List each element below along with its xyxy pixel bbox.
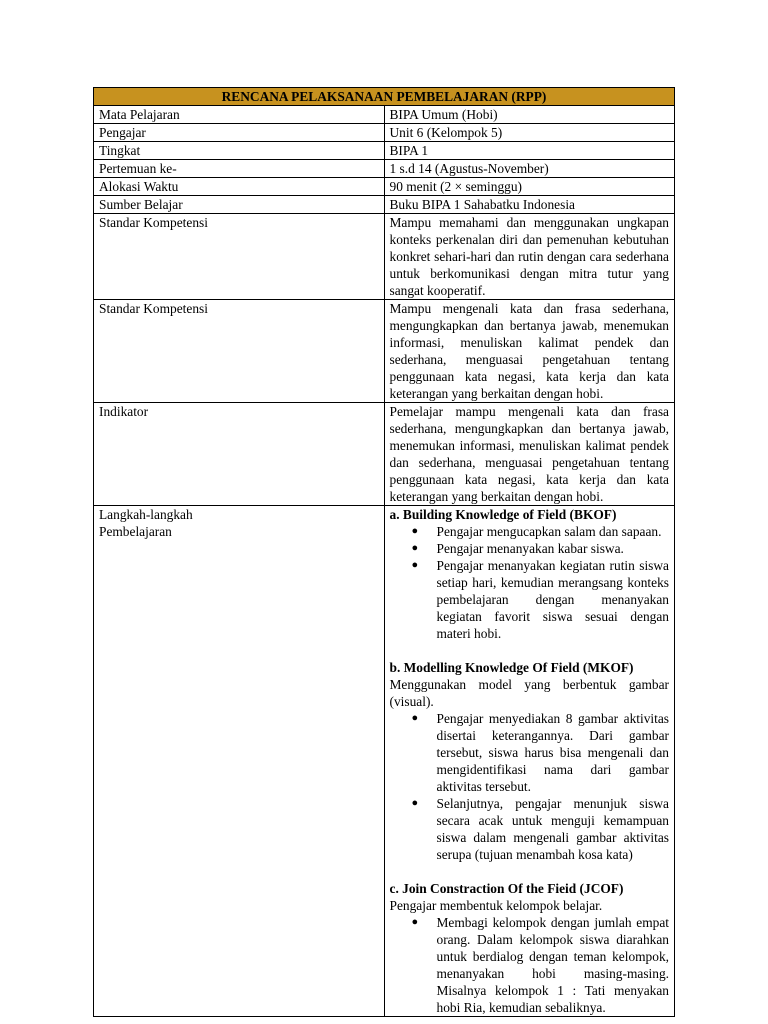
title-row: [94, 88, 675, 106]
bullet-icon: ●: [411, 797, 419, 809]
row-label: Alokasi Waktu: [94, 178, 385, 196]
table-row: [94, 124, 675, 142]
row-label: Tingkat: [94, 142, 385, 160]
list-item: [390, 540, 670, 557]
bullet-list: [390, 710, 670, 863]
table-row: [94, 160, 675, 178]
section-intro: Pengajar membentuk kelompok belajar.: [389, 898, 603, 913]
table-row: [94, 106, 675, 124]
row-label: Standar Kompetensi: [94, 214, 385, 300]
table-row: [94, 403, 675, 506]
steps-row: [94, 506, 675, 1017]
row-value: BIPA Umum (Hobi): [384, 106, 675, 124]
table-row: [94, 142, 675, 160]
list-item: [390, 914, 670, 1016]
spacer: [390, 863, 670, 880]
section-heading: b. Modelling Knowledge Of Field (MKOF): [389, 660, 634, 675]
section-heading: c. Join Constraction Of the Fieid (JCOF): [389, 881, 624, 896]
steps-content: [384, 506, 675, 1017]
row-value: 90 menit (2 × seminggu): [384, 178, 675, 196]
section-heading: a. Building Knowledge of Field (BKOF): [389, 507, 617, 522]
list-item-text: Pengajar menyediakan 8 gambar aktivitas disertai keterangannya. Dari gambar tersebut, siswa harus bisa mengenali dan mengidentifikasi nama dari gambar aktivitas tersebut.: [436, 711, 669, 794]
row-label: Standar Kompetensi: [94, 300, 385, 403]
list-item-text: Pengajar menanyakan kabar siswa.: [436, 541, 624, 556]
list-item-text: Pengajar mengucapkan salam dan sapaan.: [436, 524, 662, 539]
row-label: Pengajar: [94, 124, 385, 142]
bullet-icon: ●: [411, 559, 419, 571]
row-label: Indikator: [94, 403, 385, 506]
list-item: [390, 710, 670, 795]
table-row: [94, 196, 675, 214]
list-item-text: Pengajar menanyakan kegiatan rutin siswa setiap hari, kemudian merangsang konteks pembelajaran dengan menanyakan kegiatan favorit siswa sesuai dengan materi hobi.: [436, 558, 669, 641]
steps-label: [94, 506, 385, 1017]
bullet-icon: ●: [411, 916, 419, 928]
list-item: [390, 523, 670, 540]
row-value: Pemelajar mampu mengenali kata dan frasa sederhana, mengungkapkan dan bertanya jawab, menemukan informasi, menuliskan kalimat pendek dan sederhana, menguasai pengetahuan tentang penggunaan kata negasi, kata kerja dan kata keterangan yang berkaitan dengan hobi.: [384, 403, 675, 506]
list-item-text: Selanjutnya, pengajar menunjuk siswa secara acak untuk menguji kemampuan siswa dalam mengenali gambar aktivitas serupa (tujuan menambah kosa kata): [436, 796, 669, 862]
section-intro: Menggunakan model yang berbentuk gambar (visual).: [389, 677, 669, 709]
list-item: [390, 557, 670, 642]
steps-label-line: Langkah-langkah: [99, 507, 193, 522]
row-value: Mampu mengenali kata dan frasa sederhana, mengungkapkan dan bertanya jawab, menemukan informasi, menuliskan kalimat pendek dan sederhana, menguasai pengetahuan tentang penggunaan kata negasi, kata kerja dan kata keterangan yang berkaitan dengan hobi.: [384, 300, 675, 403]
bullet-list: [390, 523, 670, 642]
table-title: RENCANA PELAKSANAAN PEMBELAJARAN (RPP): [94, 88, 675, 106]
bullet-icon: ●: [411, 525, 419, 537]
table-row: [94, 214, 675, 300]
bullet-icon: ●: [411, 542, 419, 554]
row-value: Buku BIPA 1 Sahabatku Indonesia: [384, 196, 675, 214]
list-item-text: Membagi kelompok dengan jumlah empat orang. Dalam kelompok siswa diarahkan untuk berdialog dengan teman kelompok, menanyakan hobi masing-masing. Misalnya kelompok 1 : Tati menyakan hobi Ria, kemudian sebaliknya.: [436, 915, 669, 1015]
spacer: [390, 642, 670, 659]
table-row: [94, 178, 675, 196]
row-value: Unit 6 (Kelompok 5): [384, 124, 675, 142]
document-page: [93, 87, 675, 1017]
row-label: Sumber Belajar: [94, 196, 385, 214]
row-label: Mata Pelajaran: [94, 106, 385, 124]
bullet-icon: ●: [411, 712, 419, 724]
rpp-table: [93, 87, 675, 1017]
steps-label-line: Pembelajaran: [99, 524, 172, 539]
bullet-list: [390, 914, 670, 1016]
row-label: Pertemuan ke-: [94, 160, 385, 178]
row-value: Mampu memahami dan menggunakan ungkapan konteks perkenalan diri dan pemenuhan kebutuhan konkret sehari-hari dan rutin dengan cara sederhana untuk berkomunikasi dengan mitra tutur yang sangat kooperatif.: [384, 214, 675, 300]
list-item: [390, 795, 670, 863]
table-row: [94, 300, 675, 403]
row-value: 1 s.d 14 (Agustus-November): [384, 160, 675, 178]
row-value: BIPA 1: [384, 142, 675, 160]
